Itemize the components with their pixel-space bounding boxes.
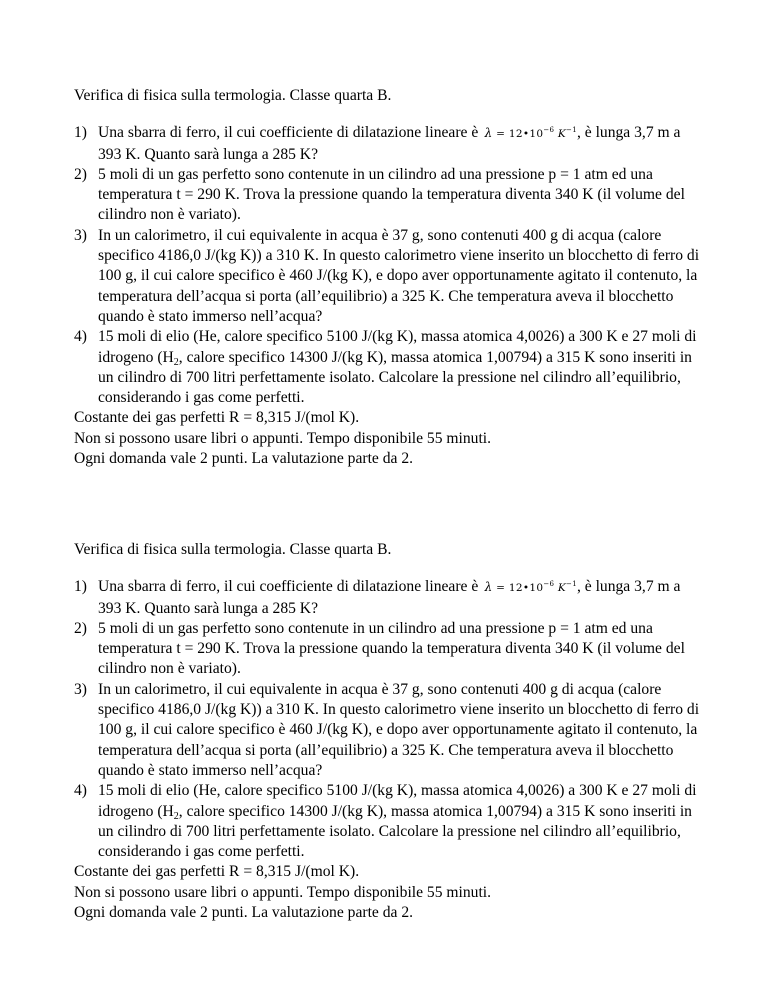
question-2 bbox=[74, 165, 704, 226]
question-text: In un calorimetro, il cui equivalente in acqua è 37 g, sono contenuti 400 g di acqua (calore specifico 4186,0 J/(kg K)) a 310 K. In questo calorimetro viene inserito un blocchetto di ferro di 100 g, il cui calore specifico è 460 J/(kg K), e dopo aver opportunamente agitato il contenuto, la temperatura dell’acqua si porta (all’equilibrio) a 325 K. Che temperatura aveva il blocchetto quando è stato immerso nell’acqua? bbox=[98, 680, 700, 779]
question-4 bbox=[74, 327, 704, 408]
question-number: 1) bbox=[74, 578, 87, 596]
question-1 bbox=[74, 577, 704, 619]
question-text-continued: , calore specifico 14300 J/(kg K), massa atomica 1,00794) a 315 K sono inseriti in un cilindro di 700 litri perfettamente isolato. Calcolare la pressione nel cilindro all’equilibrio, considerando i gas come perfetti. bbox=[98, 802, 692, 861]
rules-note: Non si possono usare libri o appunti. Tempo disponibile 55 minuti. bbox=[74, 429, 492, 447]
question-list bbox=[74, 123, 704, 408]
question-text: Una sbarra di ferro, il cui coefficiente di dilatazione lineare è bbox=[98, 578, 479, 596]
question-text-continued: , è lunga 3,7 m a 393 K. Quanto sarà lunga a 285 K? bbox=[98, 124, 681, 163]
test-sheet-copy-2 bbox=[74, 540, 704, 923]
question-text: 15 moli di elio (He, calore specifico 5100 J/(kg K), massa atomica 4,0026) a 300 K e 27 moli di idrogeno (H bbox=[98, 328, 697, 366]
question-number: 2) bbox=[74, 165, 87, 183]
test-title: Verifica di fisica sulla termologia. Classe quarta B. bbox=[74, 541, 392, 558]
question-text: In un calorimetro, il cui equivalente in acqua è 37 g, sono contenuti 400 g di acqua (calore specifico 4186,0 J/(kg K)) a 310 K. In questo calorimetro viene inserito un blocchetto di ferro di 100 g, il cui calore specifico è 460 J/(kg K), e dopo aver opportunamente agitato il contenuto, la temperatura dell’acqua si porta (all’equilibrio) a 325 K. Che temperatura aveva il blocchetto quando è stato immerso nell’acqua? bbox=[98, 226, 700, 325]
expansion-coefficient-formula: $\lambda = 12•10^{-6}$ $K^{-1}$ bbox=[484, 126, 577, 141]
question-number: 3) bbox=[74, 226, 87, 244]
expansion-coefficient-formula: $\lambda = 12•10^{-6}$ $K^{-1}$ bbox=[484, 580, 577, 595]
test-sheet-copy-1 bbox=[74, 86, 704, 469]
gas-constant-note: Costante dei gas perfetti R = 8,315 J/(mol K). bbox=[74, 409, 360, 427]
question-text-continued: , è lunga 3,7 m a 393 K. Quanto sarà lunga a 285 K? bbox=[98, 578, 681, 617]
question-text: 5 moli di un gas perfetto sono contenute in un cilindro ad una pressione p = 1 atm ed una temperatura t = 290 K. Trova la pressione quando la temperatura diventa 340 K (il volume del cilindro non è variato). bbox=[98, 165, 685, 224]
question-1 bbox=[74, 123, 704, 165]
rules-note: Non si possono usare libri o appunti. Tempo disponibile 55 minuti. bbox=[74, 883, 492, 901]
question-text: 5 moli di un gas perfetto sono contenute in un cilindro ad una pressione p = 1 atm ed una temperatura t = 290 K. Trova la pressione quando la temperatura diventa 340 K (il volume del cilindro non è variato). bbox=[98, 619, 685, 678]
question-number: 2) bbox=[74, 619, 87, 637]
grading-note: Ogni domanda vale 2 punti. La valutazione parte da 2. bbox=[74, 904, 414, 922]
question-number: 3) bbox=[74, 680, 87, 698]
test-title: Verifica di fisica sulla termologia. Classe quarta B. bbox=[74, 87, 392, 104]
question-text: 15 moli di elio (He, calore specifico 5100 J/(kg K), massa atomica 4,0026) a 300 K e 27 moli di idrogeno (H bbox=[98, 782, 697, 820]
question-number: 1) bbox=[74, 124, 87, 142]
gas-constant-note: Costante dei gas perfetti R = 8,315 J/(mol K). bbox=[74, 863, 360, 881]
question-2 bbox=[74, 619, 704, 680]
question-3 bbox=[74, 226, 704, 327]
question-list bbox=[74, 577, 704, 862]
question-3 bbox=[74, 680, 704, 781]
question-number: 4) bbox=[74, 782, 87, 800]
question-text-continued: , calore specifico 14300 J/(kg K), massa atomica 1,00794) a 315 K sono inseriti in un cilindro di 700 litri perfettamente isolato. Calcolare la pressione nel cilindro all’equilibrio, considerando i gas come perfetti. bbox=[98, 348, 692, 407]
grading-note: Ogni domanda vale 2 punti. La valutazione parte da 2. bbox=[74, 450, 414, 468]
question-text: Una sbarra di ferro, il cui coefficiente di dilatazione lineare è bbox=[98, 124, 479, 142]
subscript: 2 bbox=[173, 810, 179, 822]
question-number: 4) bbox=[74, 328, 87, 346]
subscript: 2 bbox=[173, 356, 179, 368]
question-4 bbox=[74, 781, 704, 862]
